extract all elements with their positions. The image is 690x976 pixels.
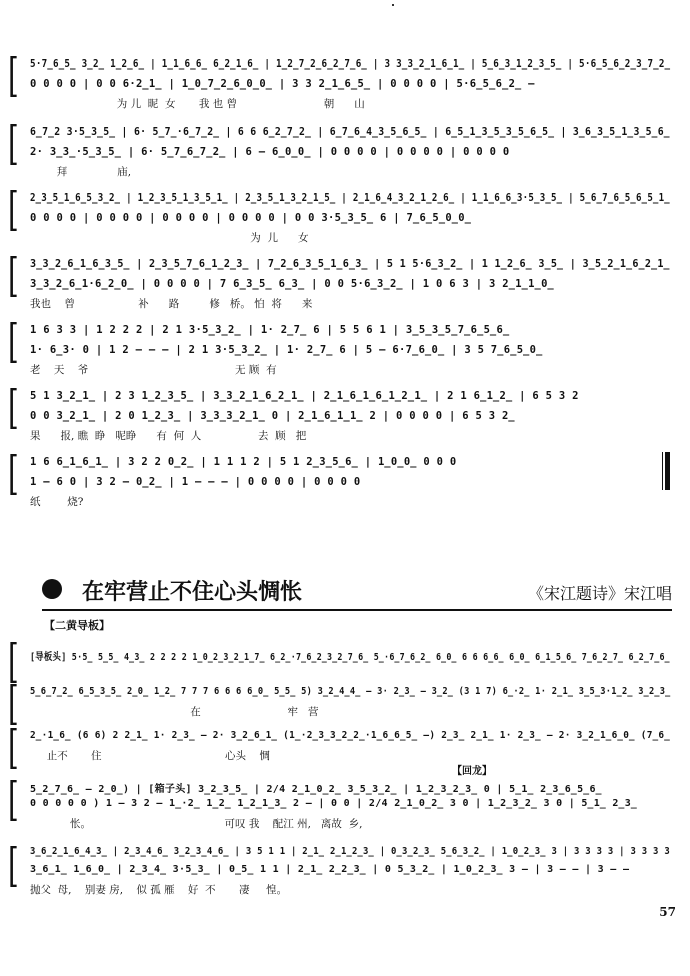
section-marker: 【回龙】 [452, 766, 492, 777]
melody-row: 2̲·1̲6̲ (6 6) 2 2̲1̲ 1· 2̲3̲ — 2· 3̲2̲6̲1̲ (1̲·2̲3̲3̲2̲2̲·1̲6̲6̲5̲ —) 2̲3̲ 2̲1̲ 1· 2̲3̲ — 2· 3̲2̲1̲6̲0̲ (7̲6̲ [30, 730, 671, 741]
score-system-7 [8, 446, 680, 512]
song-title: 在牢营止不住心头惆怅 [82, 579, 303, 605]
melody-row: 5̲6̲7̲2̲ 6̲5̲3̲5̲ 2̲0̲ 1̲2̲ 7 7 7 6 6 6 6̲0̲ 5̲5̲ 5) 3̲2̲4̲4̲ — 3· 2̲3̲ — 3̲2̲ (3 1 7) 6̲·2̲ 1· 2̲1̲ 3̲5̲3·1̲2̲ 3̲2̲3̲ [30, 686, 671, 697]
upper-staff-row: 3̲3̲2̲6̲1̲6̲3̲5̲ | 2̲3̲5̲7̲6̲1̲2̲3̲ | 7̲2̲6̲3̲5̲1̲6̲3̲ | 5 1 5·6̲3̲2̲ | 1 1̲2̲6̲ 3̲5̲ | 3̲5̲2̲1̲6̲2̲1̲ [30, 258, 670, 270]
song-system-5 [8, 838, 680, 904]
upper-staff-row: 5̲2̲7̲6̲ — 2̲0̲) | [箱子头] 3̲2̲3̲5̲ | 2/4 2̲1̲0̲2̲ 3̲5̲3̲2̲ | 1̲2̲3̲2̲3̲ 0 | 5̲1̲ 2̲3̲6̲5̲6̲ [30, 784, 602, 795]
final-barline-thin [662, 452, 663, 490]
system-brace: [ [8, 838, 19, 892]
mode-label: 【二黄导板】 [44, 619, 110, 632]
scan-mark [392, 4, 394, 6]
melody-row: [导板头] 5·5̲ 5̲5̲ 4̲3̲ 2 2 2 2 1̲0̲2̲3̲2̲1̲7̲ 6̲2̲·7̲6̲2̲3̲2̲7̲6̲ 5̲·6̲7̲6̲2̲ 6̲0̲ 6 6 6̲6̲ 6̲0̲ 6̲1̲5̲6̲ 7̲6̲2̲7̲ 6̲2̲7̲6̲ [30, 652, 670, 663]
upper-staff-row: 5·7̲6̲5̲ 3̲2̲ 1̲2̲6̲ | 1̲1̲6̲6̲ 6̲2̲1̲6̲ | 1̲2̲7̲2̲6̲2̲7̲6̲ | 3 3̲3̲2̲1̲6̲1̲ | 5̲6̲3̲1̲2̲3̲5̲ | 5·6̲5̲6̲2̲3̲7̲2̲ [30, 58, 671, 70]
lyrics-row: 纸 烧? [30, 496, 84, 508]
lyrics-row: 拜 庙, [30, 166, 132, 178]
lyrics-row: 为 儿 昵 女 我 也 曾 朝 山 [30, 98, 365, 110]
upper-staff-row: 1 6 3 3 | 1 2 2 2 | 2 1 3·5̲3̲2̲ | 1· 2̲7̲ 6 | 5 5 6 1 | 3̲5̲3̲5̲7̲6̲5̲6̲ [30, 324, 510, 336]
lower-staff-row: 1 — 6 0 | 3 2 — 0̲2̲ | 1 — — — | 0 0 0 0 | 0 0 0 0 [30, 476, 361, 488]
system-brace: [ [8, 720, 19, 774]
lyrics-row: 怅。 可叹 我 配江 州, 离故 乡, [30, 818, 363, 830]
score-system-3 [8, 182, 680, 248]
upper-staff-row: 6̲7̲2 3·5̲3̲5̲ | 6· 5̲7̲·6̲7̲2̲ | 6 6 6̲2̲7̲2̲ | 6̲7̲6̲4̲3̲5̲6̲5̲ | 6̲5̲1̲3̲5̲3̲5̲6̲5̲ | 3̲6̲3̲5̲1̲3̲5̲6̲ [30, 126, 670, 138]
system-brace: [ [8, 380, 19, 434]
song-system-1 [8, 634, 680, 688]
score-system-6 [8, 380, 680, 446]
score-system-1 [8, 48, 680, 114]
system-brace: [ [8, 676, 19, 730]
lower-staff-row: 0 0 3̲2̲1̲ | 2 0 1̲2̲3̲ | 3̲3̲3̲2̲1̲ 0 | 2̲1̲6̲1̲1̲ 2 | 0 0 0 0 | 6 5 3 2̲ [30, 410, 515, 422]
lyrics-row: 止不 住 心头 惆 [30, 750, 270, 762]
song-system-4 [8, 772, 680, 838]
song-heading [42, 575, 672, 611]
lower-staff-row: 0 0 0 0 | 0 0 6·2̲1̲ | 1̲0̲7̲2̲6̲0̲0̲ | 3 3 2̲1̲6̲5̲ | 0 0 0 0 | 5·6̲5̲6̲2̲ — [30, 78, 535, 90]
system-brace: [ [8, 48, 19, 102]
song-system-2 [8, 676, 680, 730]
lyrics-row: 果 报, 瞧 睁 呢睁 有 何 人 去 顾 把 [30, 430, 307, 442]
lower-staff-row: 0 0 0 0 0 ) 1 — 3 2 — 1̲·2̲ 1̲2̲ 1̲2̲1̲3̲ 2 — | 0 0 | 2/4 2̲1̲0̲2̲ 3 0 | 1̲2̲3̲2̲ 3 0 | 5̲1̲ 2̲3̲ [30, 798, 638, 809]
lower-staff-row: 2· 3̲3̲·5̲3̲5̲ | 6· 5̲7̲6̲7̲2̲ | 6 — 6̲0̲0̲ | 0 0 0 0 | 0 0 0 0 | 0 0 0 0 [30, 146, 510, 158]
lyrics-row: 在 牢 营 [30, 706, 319, 718]
final-barline-thick [665, 452, 670, 490]
system-brace: [ [8, 116, 19, 170]
score-system-4 [8, 248, 680, 314]
lyrics-row: 我也 曾 补 路 修 桥。 怕 将 来 [30, 298, 313, 310]
upper-staff-row: 3̲6̲2̲1̲6̲4̲3̲ | 2̲3̲4̲6̲ 3̲2̲3̲4̲6̲ | 3 5 1 1 | 2̲1̲ 2̲1̲2̲3̲ | 0̲3̲2̲3̲ 5̲6̲3̲2̲ | 1̲0̲2̲3̲ 3 | 3 3 3 3 | 3 3 3 3 [30, 846, 670, 857]
upper-staff-row: 2̲3̲5̲1̲6̲5̲3̲2̲ | 1̲2̲3̲5̲1̲3̲5̲1̲ | 2̲3̲5̲1̲3̲2̲1̲5̲ | 2̲1̲6̲4̲3̲2̲1̲2̲6̲ | 1̲1̲6̲6̲3·5̲3̲5̲ | 5̲6̲7̲6̲5̲6̲5̲1̲ [30, 192, 670, 204]
system-brace: [ [8, 248, 19, 302]
system-brace: [ [8, 182, 19, 236]
system-brace: [ [8, 772, 19, 826]
lower-staff-row: 3̲6̲1̲ 1̲6̲0̲ | 2̲3̲4̲ 3·5̲3̲ | 0̲5̲ 1 1 | 2̲1̲ 2̲2̲3̲ | 0 5̲3̲2̲ | 1̲0̲2̲3̲ 3 — | 3 — — | 3 — — [30, 864, 630, 875]
score-system-5 [8, 314, 680, 380]
lower-staff-row: 0 0 0 0 | 0 0 0 0 | 0 0 0 0 | 0 0 0 0 | 0 0 3·5̲3̲5̲ 6 | 7̲6̲5̲0̲0̲ [30, 212, 472, 224]
upper-staff-row: 5 1 3̲2̲1̲ | 2 3 1̲2̲3̲5̲ | 3̲3̲2̲1̲6̲2̲1̲ | 2̲1̲6̲1̲6̲1̲2̲1̲ | 2 1 6̲1̲2̲ | 6 5 3 2 [30, 390, 579, 402]
system-brace: [ [8, 446, 19, 500]
lower-staff-row: 1· 6̲3· 0 | 1 2 — — — | 2 1 3·5̲3̲2̲ | 1· 2̲7̲ 6 | 5 — 6·7̲6̲0̲ | 3 5 7̲6̲5̲0̲ [30, 344, 543, 356]
bullet-icon [42, 579, 62, 599]
lyrics-row: 抛父 母, 别妻 房, 似 孤 雁 好 不 凄 惶。 [30, 884, 288, 896]
page-number: 57 [659, 905, 676, 919]
system-brace: [ [8, 634, 19, 688]
system-brace: [ [8, 314, 19, 368]
lyrics-row: 老 天 爷 无 顾 有 [30, 364, 277, 376]
lyrics-row: 为 儿 女 [30, 232, 309, 244]
score-system-2 [8, 116, 680, 182]
song-source: 《宋江题诗》宋江唱 [527, 584, 672, 603]
lower-staff-row: 3̲3̲2̲6̲1·6̲2̲0̲ | 0 0 0 0 | 7 6̲3̲5̲ 6̲3̲ | 0 0 5·6̲3̲2̲ | 1 0 6 3 | 3 2̲1̲1̲0̲ [30, 278, 555, 290]
upper-staff-row: 1 6 6̲1̲6̲1̲ | 3 2 2 0̲2̲ | 1 1 1 2 | 5 1 2̲3̲5̲6̲ | 1̲0̲0̲ 0 0 0 [30, 456, 457, 468]
